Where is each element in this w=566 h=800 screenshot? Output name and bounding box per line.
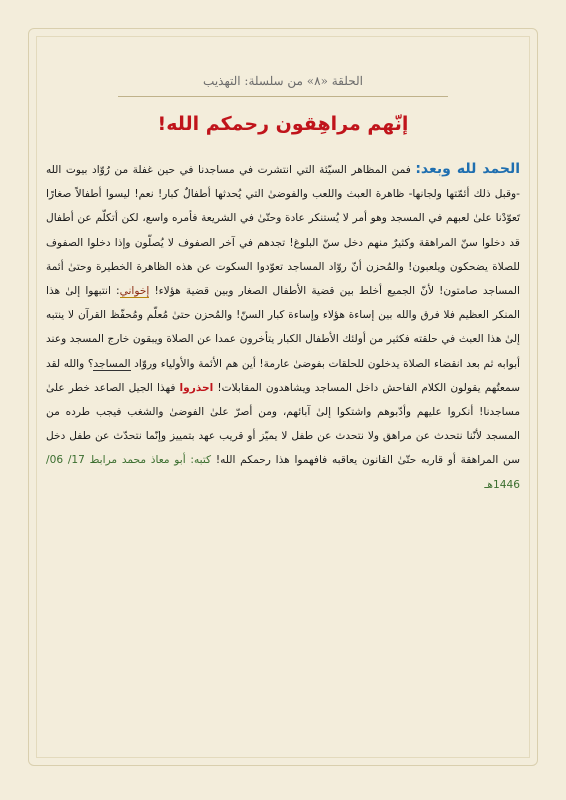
- beware-highlight: احذروا: [179, 381, 214, 394]
- body-paragraph-4: فهذا الجيل الصاعد خطر علىٰ مساجدنا! أنكروا عليهم وأدّبوهم واشتكوا إلىٰ آبائهم، ومن أصرّ علىٰ الفوضىٰ والشغب فيجب طرده من المسجد لأنّنا نتحدث عن مراهق ولا نتحدث عن طفل لا يميّز أو قريب عهد بتمييز وإنّما نتحدّث عن طفل دخل سن المراهقة أو قاربه حتّىٰ القانون يعاقبه فافهموا هذا رحمكم الله!: [46, 381, 520, 467]
- brothers-highlight: إخواني: [119, 285, 150, 298]
- body-paragraph-3: ؟ والله لقد سمعتُهم يقولون الكلام الفاحش داخل المساجد ويشاهدون المقابلات!: [46, 357, 520, 394]
- article-body: [46, 157, 520, 497]
- heading-divider: [118, 96, 448, 97]
- author-signature: كتبه: أبو معاذ محمد مرابط 17/ 06/ 1446هـ: [46, 454, 520, 491]
- body-paragraph-1: فمن المظاهر السيّئة التي انتشرت في مساجدنا في حين غفلة من رُوّاد بيوت الله -وقبل ذلك أئمّتها ولجانها- ظاهرة العبث واللعب والفوضىٰ التي يُحدثها أطفالٌ كبار! نعم! ليسوا أطفالاً صغارًا تَعوّدْنا علىٰ لعبهم في المسجد وهو أمر لا يُستنكر عادة وحتّىٰ في الشريعة فأمره واسع، لكن أتكلّم عن أطفال قد دخلوا سنّ المراهقة وكثيرٌ منهم دخل سنّ البلوغ! تجدهم في آخر الصفوف لا يُصلّون وإذا دخلوا الصفوف للصلاة يضحكون ويلعبون! والمُحزن أنّ روّاد المساجد تعوّدوا السكوت عن هذه الظاهرة الخطيرة وحتىٰ أئمة المساجد صامتون! لأنّ الجميع أخلط بين قضية الأطفال الصغار وبين قضية هؤلاء!: [46, 164, 520, 298]
- opening-phrase: الحمد لله وبعد:: [415, 161, 521, 177]
- series-heading: الحلقة «٨» من سلسلة: التهذيب: [203, 74, 363, 88]
- article-title: إنّهم مراهِقون رحمكم الله!: [157, 113, 409, 135]
- document-content: [46, 70, 520, 497]
- mosques-underlined: المساجد: [93, 357, 131, 370]
- body-paragraph-2: : انتبهوا إلىٰ هذا المنكر العظيم فلا فرق والله بين إساءة هؤلاء وإساءة كبار السنّ! والمُحزن حتىٰ مُعلّم ومُحفّظ القرآن لا ينتبه إلىٰ هذا العبث في حلقته فكثير من أولئك الأطفال الكبار يتأخرون عمدا عن الصلاة ويبقون خارج المسجد وعند أبوابه ثم بعد انقضاء الصلاة يدخلون للحلقات بفوضىٰ عارمة! أين هم الأئمة والأولياء وروّاد: [46, 285, 521, 370]
